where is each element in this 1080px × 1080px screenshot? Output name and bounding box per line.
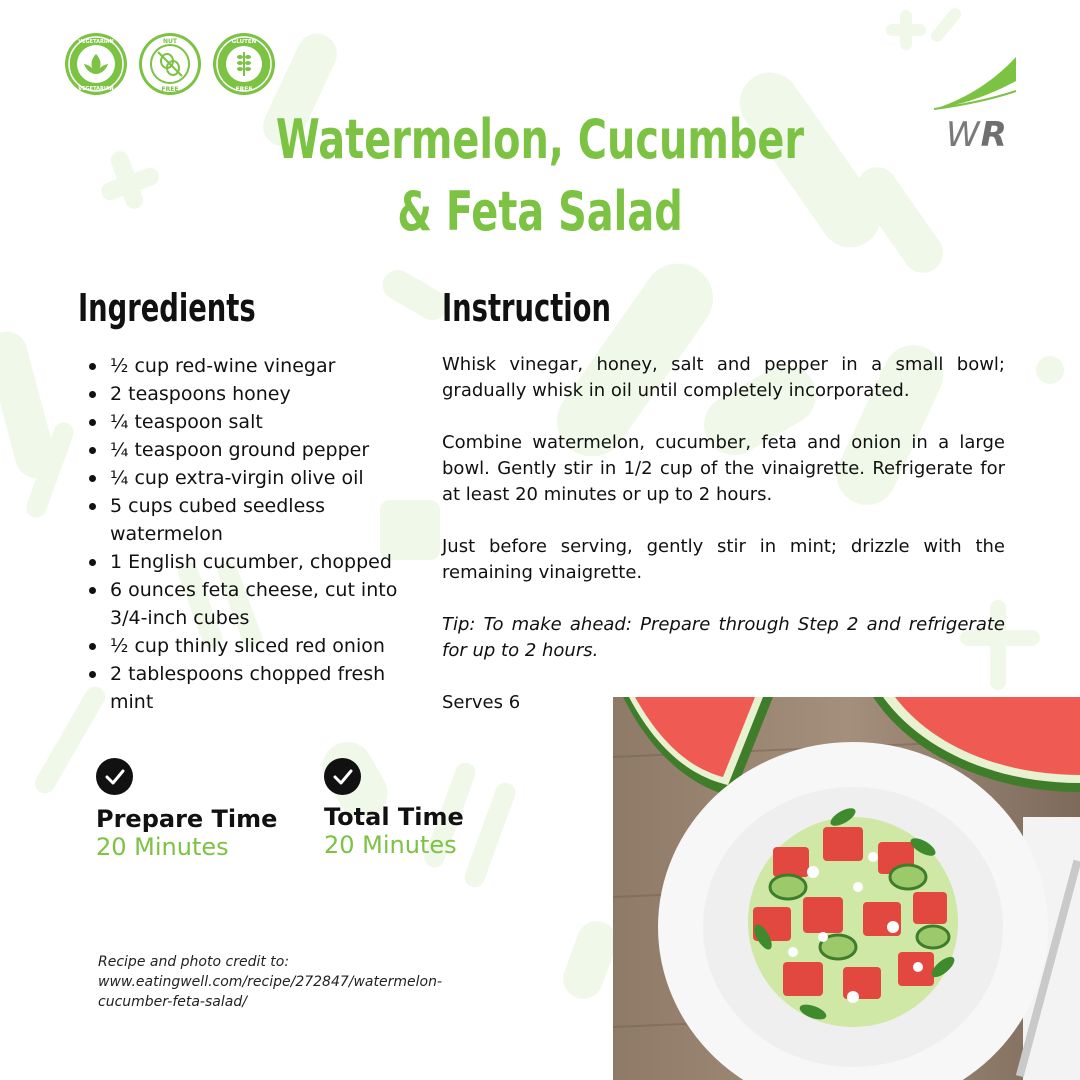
svg-text:VEGETARIAN: VEGETARIAN xyxy=(78,39,114,45)
total-time-value: 20 Minutes xyxy=(324,831,457,859)
vegetarian-badge xyxy=(64,32,128,96)
gluten-free-badge xyxy=(212,32,276,96)
svg-text:VEGETARIAN: VEGETARIAN xyxy=(78,86,114,92)
ingredient-item: 2 tablespoons chopped fresh mint xyxy=(86,660,406,716)
ingredient-item: ½ cup red-wine vinegar xyxy=(86,352,406,380)
svg-text:NUT: NUT xyxy=(163,38,177,45)
ingredient-item: ¼ cup extra-virgin olive oil xyxy=(86,464,406,492)
ingredient-item: 5 cups cubed seedless watermelon xyxy=(86,492,406,548)
prepare-time-block xyxy=(96,758,316,861)
nut-free-badge xyxy=(138,32,202,96)
title-line-1: Watermelon, Cucumber xyxy=(275,108,805,171)
recipe-title xyxy=(261,104,819,248)
photo-credit xyxy=(98,952,478,1012)
prepare-time-label: Prepare Time xyxy=(96,805,278,833)
credit-line-1: Recipe and photo credit to: xyxy=(98,954,290,970)
svg-text:GLUTEN: GLUTEN xyxy=(231,39,257,45)
ingredient-item: 6 ounces feta cheese, cut into 3/4-inch cubes xyxy=(86,576,406,632)
ingredient-item: ¼ teaspoon ground pepper xyxy=(86,436,406,464)
salad-photo xyxy=(613,697,1080,1080)
instruction-step-3: Just before serving, gently stir in mint; drizzle with the remaining vinaigrette. xyxy=(442,536,1005,583)
title-line-2: & Feta Salad xyxy=(397,180,683,243)
svg-text:FREE: FREE xyxy=(235,86,253,93)
ingredients-list xyxy=(86,352,406,716)
instruction-tip: Tip: To make ahead: Prepare through Step 2 and refrigerate for up to 2 hours. xyxy=(442,614,1005,661)
logo-swoosh-icon xyxy=(930,55,1020,115)
prepare-time-value: 20 Minutes xyxy=(96,833,229,861)
instruction-heading: Instruction xyxy=(442,286,611,330)
checkmark-icon xyxy=(324,758,361,795)
ingredient-item: ½ cup thinly sliced red onion xyxy=(86,632,406,660)
instruction-step-2: Combine watermelon, cucumber, feta and onion in a large bowl. Gently stir in 1/2 cup of the vinaigrette. Refrigerate for at least 20 minutes or up to 2 hours. xyxy=(442,432,1005,505)
ingredient-item: 2 teaspoons honey xyxy=(86,380,406,408)
total-time-label: Total Time xyxy=(324,803,464,831)
credit-link[interactable]: www.eatingwell.com/recipe/272847/watermelon-cucumber-feta-salad/ xyxy=(98,974,442,1010)
wr-logo xyxy=(930,55,1020,155)
logo-w: W xyxy=(946,115,981,155)
total-time-block xyxy=(324,758,544,859)
diet-badges xyxy=(64,32,276,96)
logo-r: R xyxy=(980,115,1008,155)
ingredient-item: 1 English cucumber, chopped xyxy=(86,548,406,576)
instructions-body xyxy=(442,352,1005,716)
ingredients-heading: Ingredients xyxy=(78,286,256,330)
ingredient-item: ¼ teaspoon salt xyxy=(86,408,406,436)
svg-text:FREE: FREE xyxy=(161,86,179,93)
serves-text: Serves 6 xyxy=(442,692,521,713)
checkmark-icon xyxy=(96,758,133,795)
instruction-step-1: Whisk vinegar, honey, salt and pepper in a small bowl; gradually whisk in oil until completely incorporated. xyxy=(442,354,1005,401)
